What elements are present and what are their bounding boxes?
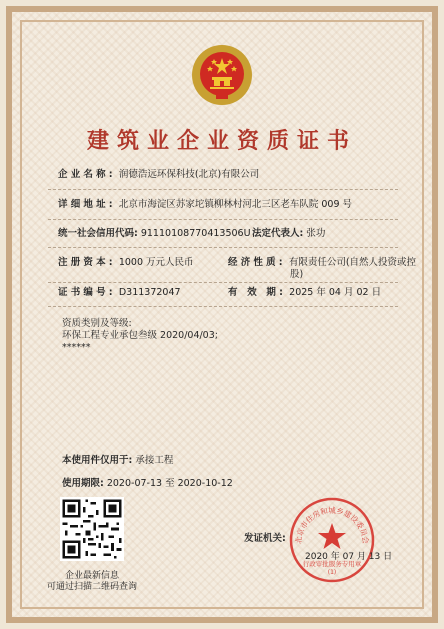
capital-row xyxy=(58,257,194,269)
cert-no-value: D311372047 xyxy=(118,287,181,298)
address-value: 北京市海淀区苏家坨镇柳林村河北三区老车队院 009 号 xyxy=(118,199,353,210)
divider xyxy=(48,219,398,220)
usage-purpose-label: 本使用件仅用于: xyxy=(62,455,133,466)
usage-period-row xyxy=(62,478,233,490)
company-name-row xyxy=(58,169,259,181)
seal-text: 北京市住房和城乡建设委员会 xyxy=(293,505,371,545)
econ-label: 经济性质: xyxy=(228,257,286,268)
legal-rep-row xyxy=(252,228,325,240)
credit-code-value: 91110108770413506U xyxy=(140,228,251,239)
divider xyxy=(48,306,398,307)
credit-code-row xyxy=(58,228,251,240)
valid-label: 有 效 期: xyxy=(228,287,287,298)
cert-no-row xyxy=(58,287,181,299)
usage-purpose-value: 承接工程 xyxy=(135,455,174,466)
qualification-line2: ****** xyxy=(62,342,91,353)
econ-row xyxy=(228,257,416,269)
econ-value-line1: 有限责任公司(自然人投资或控 xyxy=(288,257,417,268)
qr-caption-line1: 企业最新信息 xyxy=(64,571,119,581)
capital-label: 注册资本: xyxy=(58,257,116,268)
cert-no-label: 证书编号: xyxy=(58,287,116,298)
econ-value-line2: 股) xyxy=(290,269,304,280)
qr-code[interactable] xyxy=(60,497,124,561)
capital-value: 1000 万元人民币 xyxy=(118,257,194,268)
address-row xyxy=(58,199,352,211)
issuer-label: 发证机关: xyxy=(244,533,286,544)
certificate-title: 建筑业企业资质证书 xyxy=(86,128,357,154)
divider xyxy=(48,282,398,283)
divider xyxy=(48,247,398,248)
seal-star-icon xyxy=(318,523,346,549)
qualification-line1: 环保工程专业承包叁级 2020/04/03; xyxy=(62,330,218,341)
seal-number: (1) xyxy=(327,569,337,576)
company-name-value: 润德浩远环保科技(北京)有限公司 xyxy=(118,169,260,180)
address-label: 详细地址: xyxy=(58,199,116,210)
issue-date: 2020 年 07 月 13 日 xyxy=(305,552,393,562)
legal-rep-value: 张功 xyxy=(306,228,326,239)
issuer-row xyxy=(244,533,286,545)
usage-period-label: 使用期限: xyxy=(62,478,104,489)
divider xyxy=(48,189,398,190)
legal-rep-label: 法定代表人: xyxy=(252,228,304,239)
qualification-heading: 资质类别及等级: xyxy=(62,318,132,329)
seal-subtitle: 行政审批服务专用章 xyxy=(302,560,362,568)
official-seal xyxy=(288,496,376,584)
valid-value: 2025 年 04 月 02 日 xyxy=(289,287,382,298)
usage-period-value: 2020-07-13 至 2020-10-12 xyxy=(106,478,233,489)
qr-caption-line2: 可通过扫描二维码查询 xyxy=(46,582,137,592)
valid-row xyxy=(228,287,381,299)
usage-purpose-row xyxy=(62,455,173,467)
credit-code-label: 统一社会信用代码: xyxy=(58,228,138,239)
national-emblem-icon xyxy=(190,43,254,107)
company-name-label: 企业名称: xyxy=(58,169,116,180)
